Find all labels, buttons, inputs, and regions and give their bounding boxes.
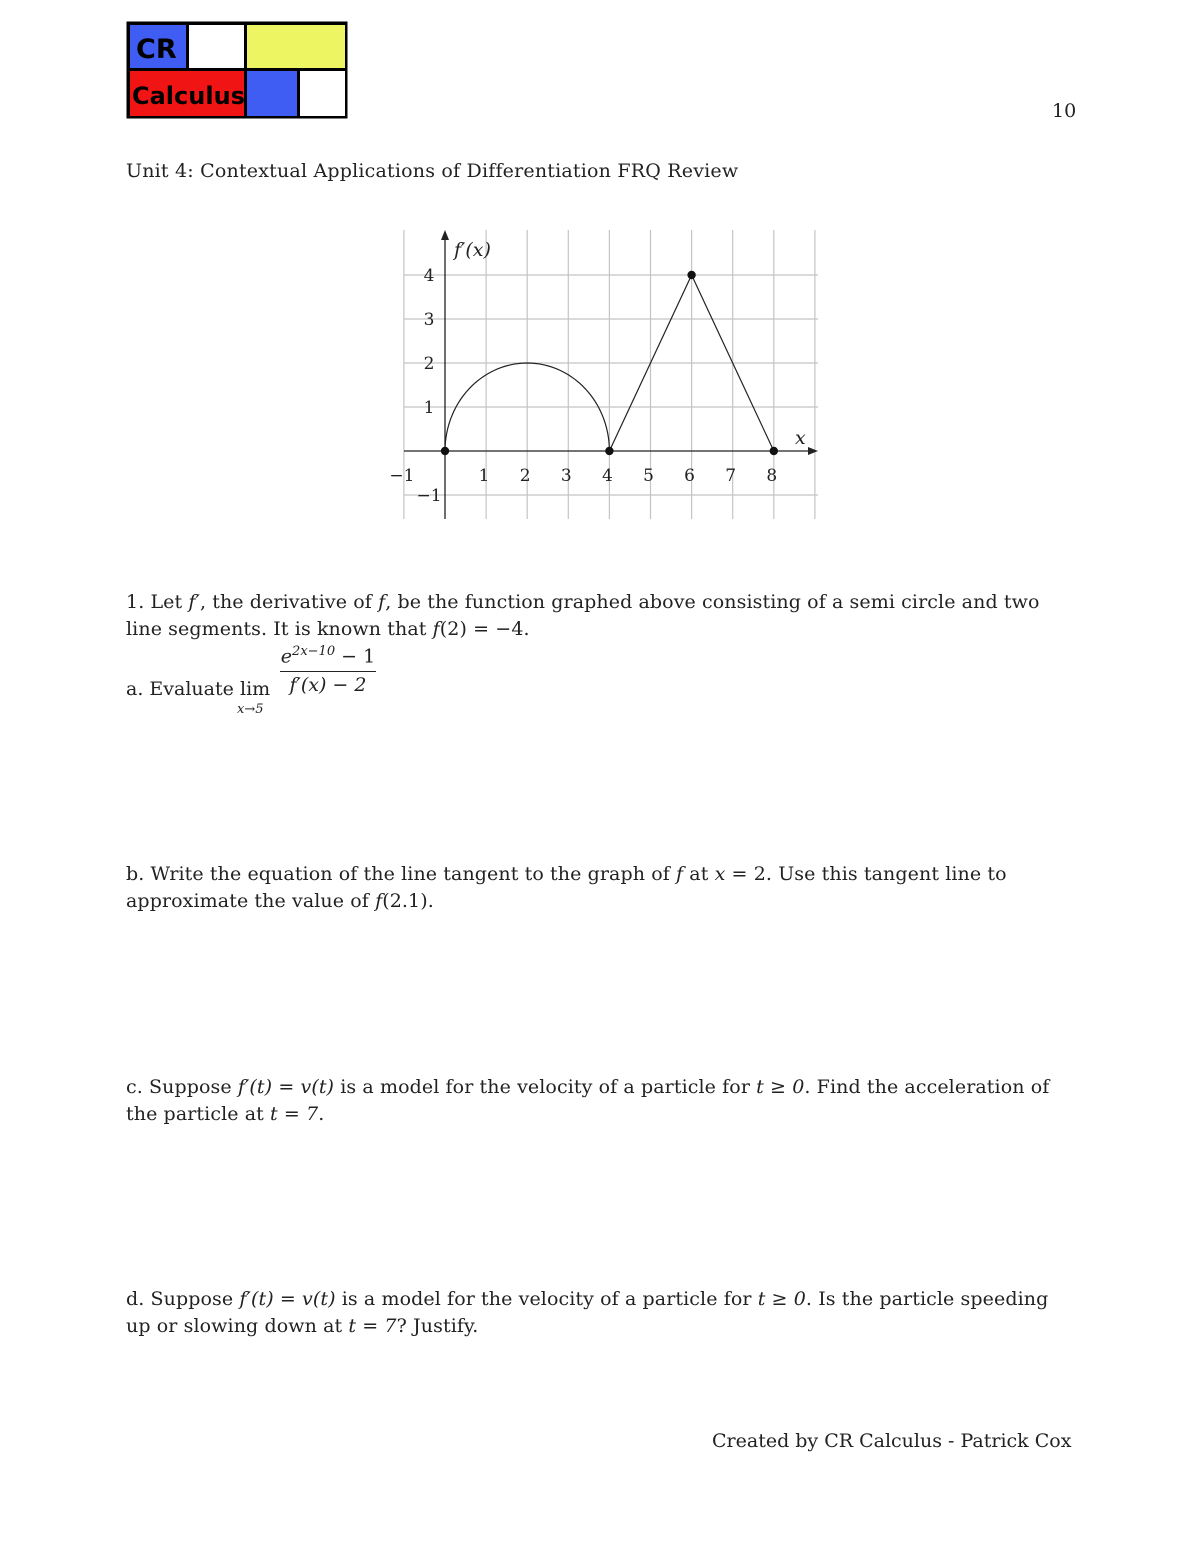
- num-rest: − 1: [335, 645, 376, 668]
- part-d: [126, 1286, 1076, 1340]
- part-b-text-4: (2.1).: [382, 890, 434, 912]
- lim-subscript: x→5: [237, 702, 264, 717]
- part-b: [126, 861, 1076, 915]
- x-tick-label: 4: [601, 466, 613, 486]
- intro-text-4: (2) = −4.: [439, 618, 530, 640]
- intro-text-3: , be the function graphed above consisting of a semi circle and two line segments. It is known that: [126, 591, 1040, 640]
- part-c-text-3: . Find the acceleration of the particle at: [126, 1076, 1050, 1125]
- part-b-f-2: f: [375, 890, 383, 912]
- x-tick-label: 8: [766, 466, 778, 486]
- x-tick-label: 6: [684, 466, 696, 486]
- graph-point: [441, 447, 449, 455]
- x-tick-label: 5: [643, 466, 654, 486]
- part-b-text-3: = 2. Use this tangent line to approximate the value of: [126, 863, 1007, 912]
- logo-text-calculus: Calculus: [132, 82, 245, 110]
- fraction-numerator: [278, 644, 378, 667]
- part-a-label: a. Evaluate: [126, 678, 234, 700]
- part-d-text-3: . Is the particle speeding up or slowing down at: [126, 1288, 1049, 1337]
- x-tick-label: 2: [519, 466, 531, 486]
- part-c-expr: f′(t) = v(t): [237, 1076, 335, 1098]
- part-b-text-1: b. Write the equation of the line tangent to the graph of: [126, 863, 676, 885]
- page-number: 10: [1052, 100, 1077, 122]
- x-tick-label: 3: [560, 466, 572, 486]
- part-d-text-4: ? Justify.: [396, 1315, 479, 1337]
- intro-f: f: [378, 591, 386, 613]
- part-d-cond: t ≥ 0: [757, 1288, 806, 1310]
- x-axis-arrow: [808, 447, 818, 455]
- x-axis-label: x: [795, 427, 806, 449]
- part-b-f: f: [676, 863, 684, 885]
- x-tick-label: −1: [389, 466, 415, 486]
- fraction-denominator: f′(x) − 2: [289, 674, 367, 696]
- part-c-at: t = 7: [270, 1103, 319, 1125]
- y-tick-label: 4: [423, 266, 435, 286]
- unit-title: Unit 4: Contextual Applications of Differentiation FRQ Review: [126, 160, 739, 182]
- chart-labels: [389, 239, 806, 506]
- graph-point: [770, 447, 778, 455]
- logo-graphic: [125, 20, 349, 120]
- num-exponent: 2x−10: [292, 644, 336, 659]
- cr-calculus-logo: [125, 20, 349, 120]
- part-b-text-2: at: [683, 863, 715, 885]
- y-axis-label: f′(x): [454, 239, 491, 261]
- part-b-x: x: [714, 863, 726, 885]
- part-c-text-4: .: [318, 1103, 325, 1125]
- part-c: [126, 1074, 1076, 1128]
- intro-text-2: , the derivative of: [199, 591, 379, 613]
- y-tick-label: 3: [423, 310, 435, 330]
- part-d-at: t = 7: [348, 1315, 397, 1337]
- problem-intro: [126, 589, 1076, 643]
- part-c-cond: t ≥ 0: [756, 1076, 805, 1098]
- graph-point: [687, 271, 695, 279]
- part-c-text-2: is a model for the velocity of a particle for: [334, 1076, 757, 1098]
- intro-f-2: f: [432, 618, 440, 640]
- fprime-graph-svg: [380, 222, 830, 527]
- lim-word: lim: [240, 678, 271, 700]
- fprime-graph: [380, 222, 830, 527]
- intro-fprime: f′: [188, 591, 200, 613]
- logo-text-cr: CR: [136, 34, 177, 65]
- fraction-bar: [280, 671, 376, 672]
- y-axis-arrow: [441, 230, 449, 240]
- x-tick-label: 7: [725, 466, 737, 486]
- part-d-text-2: is a model for the velocity of a particle for: [335, 1288, 758, 1310]
- y-tick-label: −1: [416, 486, 442, 506]
- part-c-text-1: c. Suppose: [126, 1076, 238, 1098]
- y-tick-label: 2: [423, 354, 435, 374]
- x-tick-label: 1: [478, 466, 490, 486]
- part-d-text-1: d. Suppose: [126, 1288, 240, 1310]
- y-tick-label: 1: [423, 398, 435, 418]
- part-d-expr: f′(t) = v(t): [239, 1288, 336, 1310]
- intro-text-1: 1. Let: [126, 591, 189, 613]
- num-base: e: [280, 645, 293, 668]
- graph-point: [605, 447, 613, 455]
- footer-credit: Created by CR Calculus - Patrick Cox: [712, 1430, 1072, 1452]
